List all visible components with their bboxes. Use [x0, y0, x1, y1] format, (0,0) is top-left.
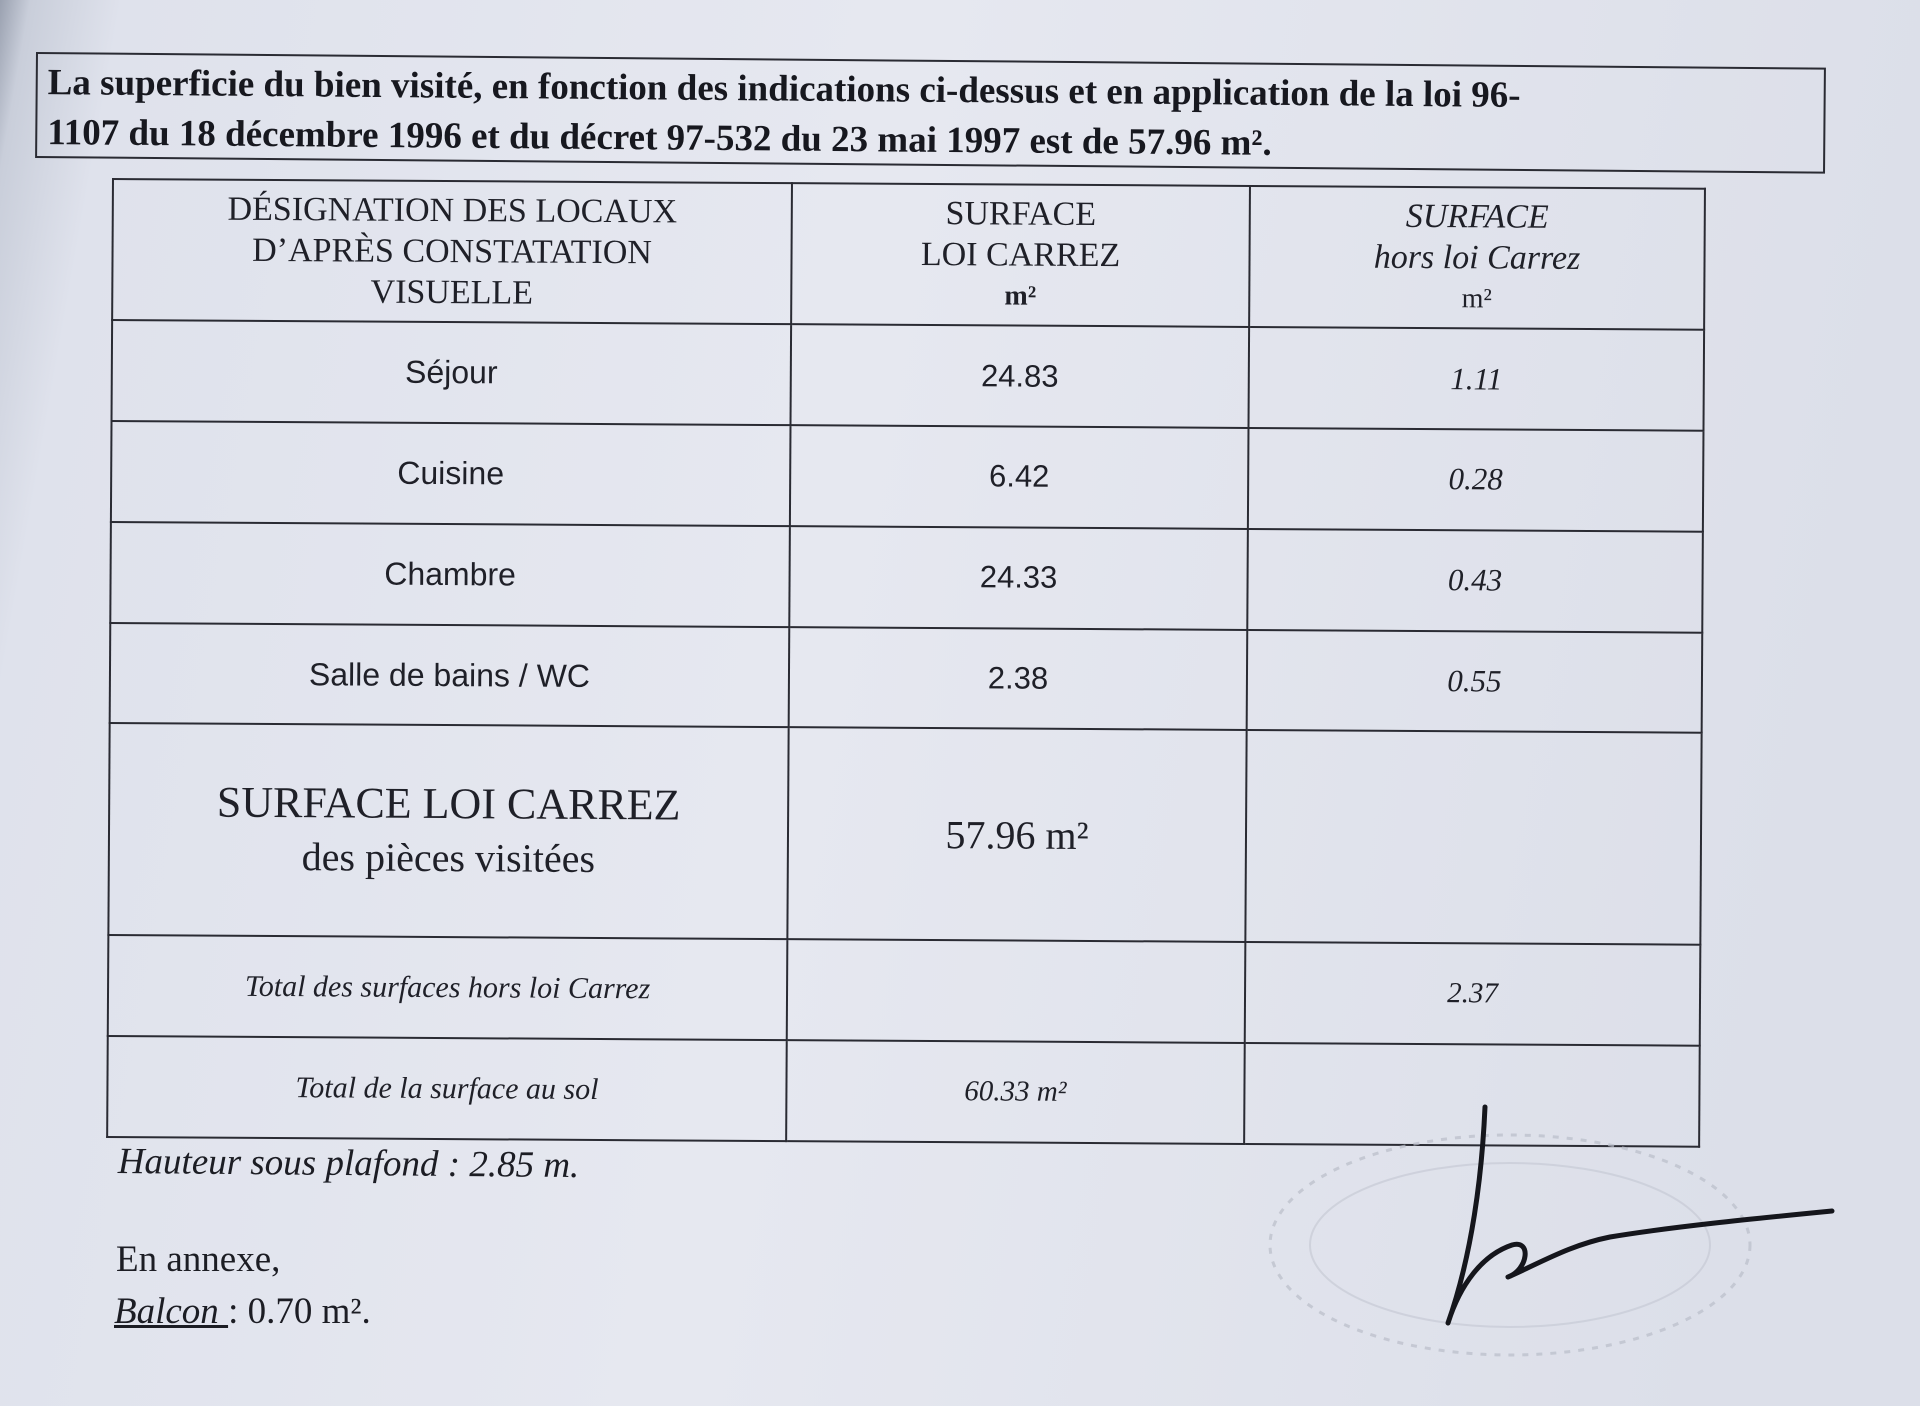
header-designation: DÉSIGNATION DES LOCAUX D’APRÈS CONSTATATION VISUELLE	[112, 179, 792, 324]
room-name: Salle de bains / WC	[110, 623, 790, 728]
table-row	[110, 522, 1703, 633]
intro-statement-box	[35, 52, 1826, 174]
room-name: Cuisine	[111, 421, 791, 526]
table-row	[112, 320, 1705, 431]
annex-heading: En annexe,	[116, 1239, 281, 1280]
table-row	[111, 421, 1704, 532]
surface-table	[106, 178, 1706, 1148]
room-name: Chambre	[110, 522, 790, 627]
surface-hors-value: 0.43	[1247, 529, 1703, 633]
surface-carrez-value: 24.83	[791, 324, 1250, 428]
table-header-row	[112, 179, 1705, 330]
header-surface-hors-carrez: SURFACE hors loi Carrez m²	[1249, 186, 1705, 330]
header-surface-carrez: SURFACE LOI CARREZ m²	[791, 183, 1250, 327]
room-name: Séjour	[112, 320, 792, 425]
total-hors-row	[108, 935, 1701, 1046]
total-carrez-empty-cell	[1245, 730, 1701, 945]
handwritten-signature	[1420, 1095, 1840, 1335]
intro-line-1: La superficie du bien visité, en fonction des indications ci-dessus et en application de la loi 96-	[47, 62, 1521, 116]
balcony-label: Balcon	[114, 1291, 229, 1332]
intro-line-2: 1107 du 18 décembre 1996 et du décret 97-532 du 23 mai 1997 est de 57.96 m².	[47, 112, 1272, 164]
balcony-value: : 0.70 m².	[228, 1291, 371, 1332]
surface-carrez-value: 6.42	[790, 425, 1249, 529]
total-carrez-value: 57.96 m²	[787, 728, 1246, 943]
total-hors-label: Total des surfaces hors loi Carrez	[108, 935, 788, 1040]
surface-carrez-value: 24.33	[789, 526, 1248, 630]
total-sol-label: Total de la surface au sol	[107, 1036, 787, 1141]
surface-hors-value: 0.55	[1247, 630, 1703, 734]
ceiling-height-note: Hauteur sous plafond : 2.85 m.	[117, 1141, 580, 1187]
surface-hors-value: 1.11	[1248, 327, 1704, 431]
surface-table-wrapper	[106, 178, 1704, 1148]
total-hors-empty-cell	[787, 939, 1246, 1043]
total-carrez-label: SURFACE LOI CARREZ des pièces visitées	[108, 723, 788, 939]
total-sol-value: 60.33 m²	[786, 1040, 1245, 1144]
total-carrez-row	[108, 723, 1701, 944]
balcony-line	[114, 1290, 371, 1333]
surface-hors-value: 0.28	[1248, 428, 1704, 532]
table-row	[110, 623, 1703, 734]
total-hors-value: 2.37	[1245, 942, 1701, 1046]
surface-carrez-value: 2.38	[789, 627, 1248, 731]
